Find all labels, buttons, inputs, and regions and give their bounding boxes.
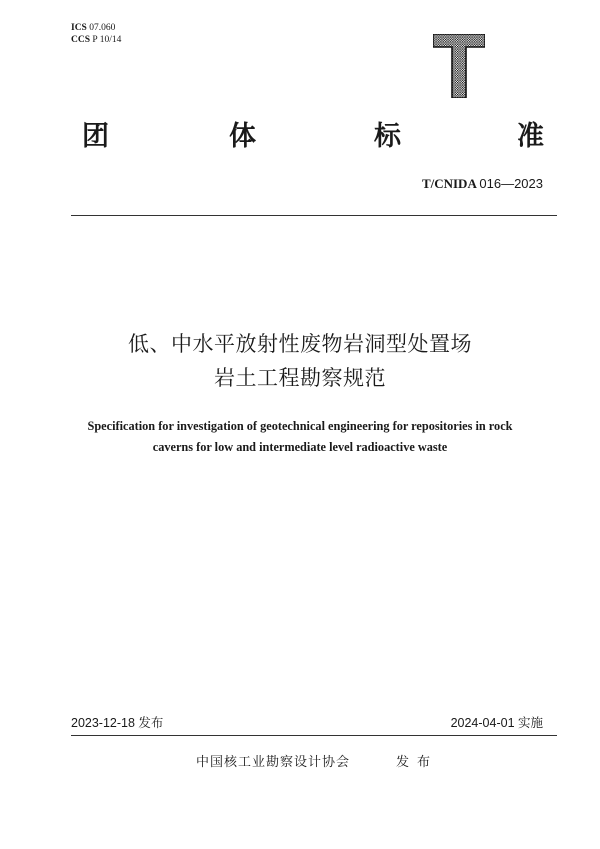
doc-type-char: 体 xyxy=(229,121,256,152)
issue-date: 2023-12-18 发布 xyxy=(71,716,164,730)
ccs-line xyxy=(71,34,121,46)
english-title-line: caverns for low and intermediate level radioactive waste xyxy=(152,440,448,454)
doc-type-char: 标 xyxy=(374,121,401,152)
publish-verb: 发布 xyxy=(396,755,439,770)
chinese-title-line: 低、中水平放射性废物岩洞型处置场 xyxy=(128,332,472,356)
standard-number-prefix: T/CNIDA xyxy=(421,176,477,191)
ccs-label: CCS xyxy=(71,35,91,45)
english-title xyxy=(30,416,570,458)
ics-code: 07.060 xyxy=(89,23,116,33)
standard-number xyxy=(422,176,543,192)
doc-type-char: 团 xyxy=(82,121,109,152)
document-type xyxy=(0,119,600,159)
chinese-title-line: 岩土工程勘察规范 xyxy=(214,366,386,390)
ics-label: ICS xyxy=(71,23,87,33)
english-title-line: Specification for investigation of geotechnical engineering for repositories in rock xyxy=(87,419,513,433)
classification-codes xyxy=(71,22,121,46)
chinese-title xyxy=(0,327,600,395)
header-divider xyxy=(71,215,557,216)
ccs-code: P 10/14 xyxy=(92,35,122,45)
implementation-date: 2024-04-01 实施 xyxy=(450,716,543,730)
standard-t-logo-icon xyxy=(433,34,485,98)
footer-divider xyxy=(71,735,557,736)
ics-line xyxy=(71,22,121,34)
publisher-name: 中国核工业勘察设计协会 xyxy=(196,755,351,770)
standard-number-value: 016—2023 xyxy=(479,176,543,191)
doc-type-char: 准 xyxy=(517,121,544,152)
